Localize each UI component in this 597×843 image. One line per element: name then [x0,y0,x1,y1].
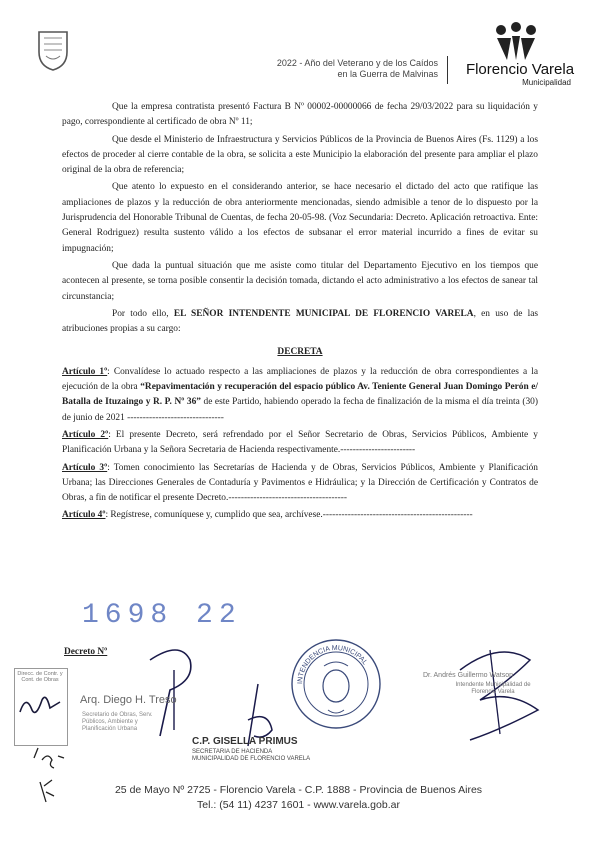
right-signer-name: Dr. Andrés Guillermo Watson [423,672,513,679]
p5-pre: Por todo ello, [112,308,174,319]
initial-mark-icon [28,746,68,806]
middle-role-line-2: MUNICIPALIDAD DE FLORENCIO VARELA [192,756,311,762]
middle-signer-name: C.P. GISELLA PRIMUS [192,736,298,747]
decreta-heading: DECRETA [277,347,323,358]
logo-subtitle: Municipalidad [522,78,571,87]
article-1-post: de este Partido, habiendo operado la fecha de finalización de la misma el día treinta (30) de junio de 2021 ------------------------------- [62,397,538,423]
article-2 [62,428,538,459]
motto-line-2: en la Guerra de Malvinas [337,69,438,79]
control-box-label: Direcc. de Contr. y Cont. de Obras [17,671,63,683]
middle-role-line-1: SECRETARIA DE HACIENDA [192,749,273,755]
florencio-varela-logo-icon [493,22,539,62]
article-1-title: Artículo 1º [62,366,108,377]
article-4-text: : Regístrese, comuníquese y, cumplido que sea, archívese.------------------------------------------------ [105,510,473,521]
p5-post: , en uso de las atribuciones propias a su cargo: [62,308,539,335]
footer-contact: Tel.: (54 11) 4237 1601 - www.varela.gob.ar [197,799,400,811]
p5-bold: EL SEÑOR INTENDENTE MUNICIPAL DE FLORENCIO VARELA [173,308,474,319]
intendencia-seal-icon [288,636,384,732]
header-motto [228,58,438,80]
seal-text: INTENDENCIA MUNICIPAL [296,644,369,685]
middle-signer-role [192,749,312,763]
left-signer-role: Secretario de Obras, Serv. Públicos, Ambiente y Planificación Urbana [82,712,153,732]
footer-address: 25 de Mayo Nº 2725 - Florencio Varela - C.P. 1888 - Provincia de Buenos Aires [114,784,483,796]
article-2-text: : El presente Decreto, será refrendado por el Señor Secretario de Obras, Servicios Públicos, Ambiente y Planificación Urbana y la Señora Secretaria de Hacienda respectivamente.------------------------ [62,429,538,456]
logo-name: Florencio Varela [465,61,575,78]
article-3-text: : Tomen conocimiento las Secretarías de Hacienda y de Obras, Servicios Públicos, Ambiente y Planificación Urbana; las Direcciones Generales de Contaduría y Pavimentos e Hidráulica; y la Dirección de Certificación y Contratos de Obras, a fin de notificar el presente Decreto.-------------------------------------- [62,462,538,504]
paragraph-5 [62,307,538,338]
article-4-title: Artículo 4º [62,510,106,521]
article-3 [62,461,538,507]
decreto-label: Decreto Nº [64,647,108,657]
article-1-bold: “Repavimentación y recuperación del espacio público Av. Teniente General Juan Domingo Perón e/ Batalla de Ituzaingo y R. P. Nº 36” [62,382,538,408]
header-divider [447,56,448,84]
article-4 [62,508,538,523]
initial-signature-icon [16,690,64,720]
decree-stamp-number: 1698 22 [82,600,242,631]
left-signer-name: Arq. Diego H. Treso [80,694,177,706]
paragraph-2: Que desde el Ministerio de Infraestructura y Servicios Públicos de la Provincia de Buenos Aires (Fs. 1129) a los efectos de proceder al cierre contable de la obra, se solicita a este Municipio la elaboración del presente para ampliar el plazo original de la obra de referencia; [62,134,538,176]
article-1 [62,365,538,426]
article-1-pre: : Convalídese lo actuado respecto a las ampliaciones de plazos y la reducción de obra correspondientes a la ejecución de la obra [62,366,539,393]
paragraph-1: Que la empresa contratista presentó Factura B Nº 00002-00000066 de fecha 29/03/2022 para su liquidación y pago, correspondiente al certificado de obra Nº 11; [62,102,538,128]
decree-body [62,100,538,526]
municipal-crest-icon [36,28,70,72]
article-3-title: Artículo 3º [62,462,108,473]
paragraph-3: Que atento lo expuesto en el considerando anterior, se hace necesario el dictado del acto que ratifique las ampliaciones de plazos y la reducción de obra anteriormente mencionadas, siendo admisible a tenor de lo dispuesto por la Jurisprudencia del Honorable Tribunal de Cuentas, de fecha 20-05-98. (Voz Secundaria: Decreto. Aplicación retroactiva. Ente: General Rodriguez) resulta sustento válido a los efectos de subsanar el error material incurrido a fines de evitar su impugnación; [62,182,538,254]
right-signer-role: Intendente Municipalidad de Florencio Varela [455,682,531,695]
paragraph-4: Que dada la puntual situación que me asiste como titular del Departamento Ejecutivo en los tiempos que acontecen al presente, se torna posible consentir la decisión tomada, dictando el acto administrativo a los efectos de sanear tal circunstancia; [62,260,538,302]
motto-line-1: 2022 - Año del Veterano y de los Caídos [276,58,438,68]
article-2-title: Artículo 2º [62,429,109,440]
